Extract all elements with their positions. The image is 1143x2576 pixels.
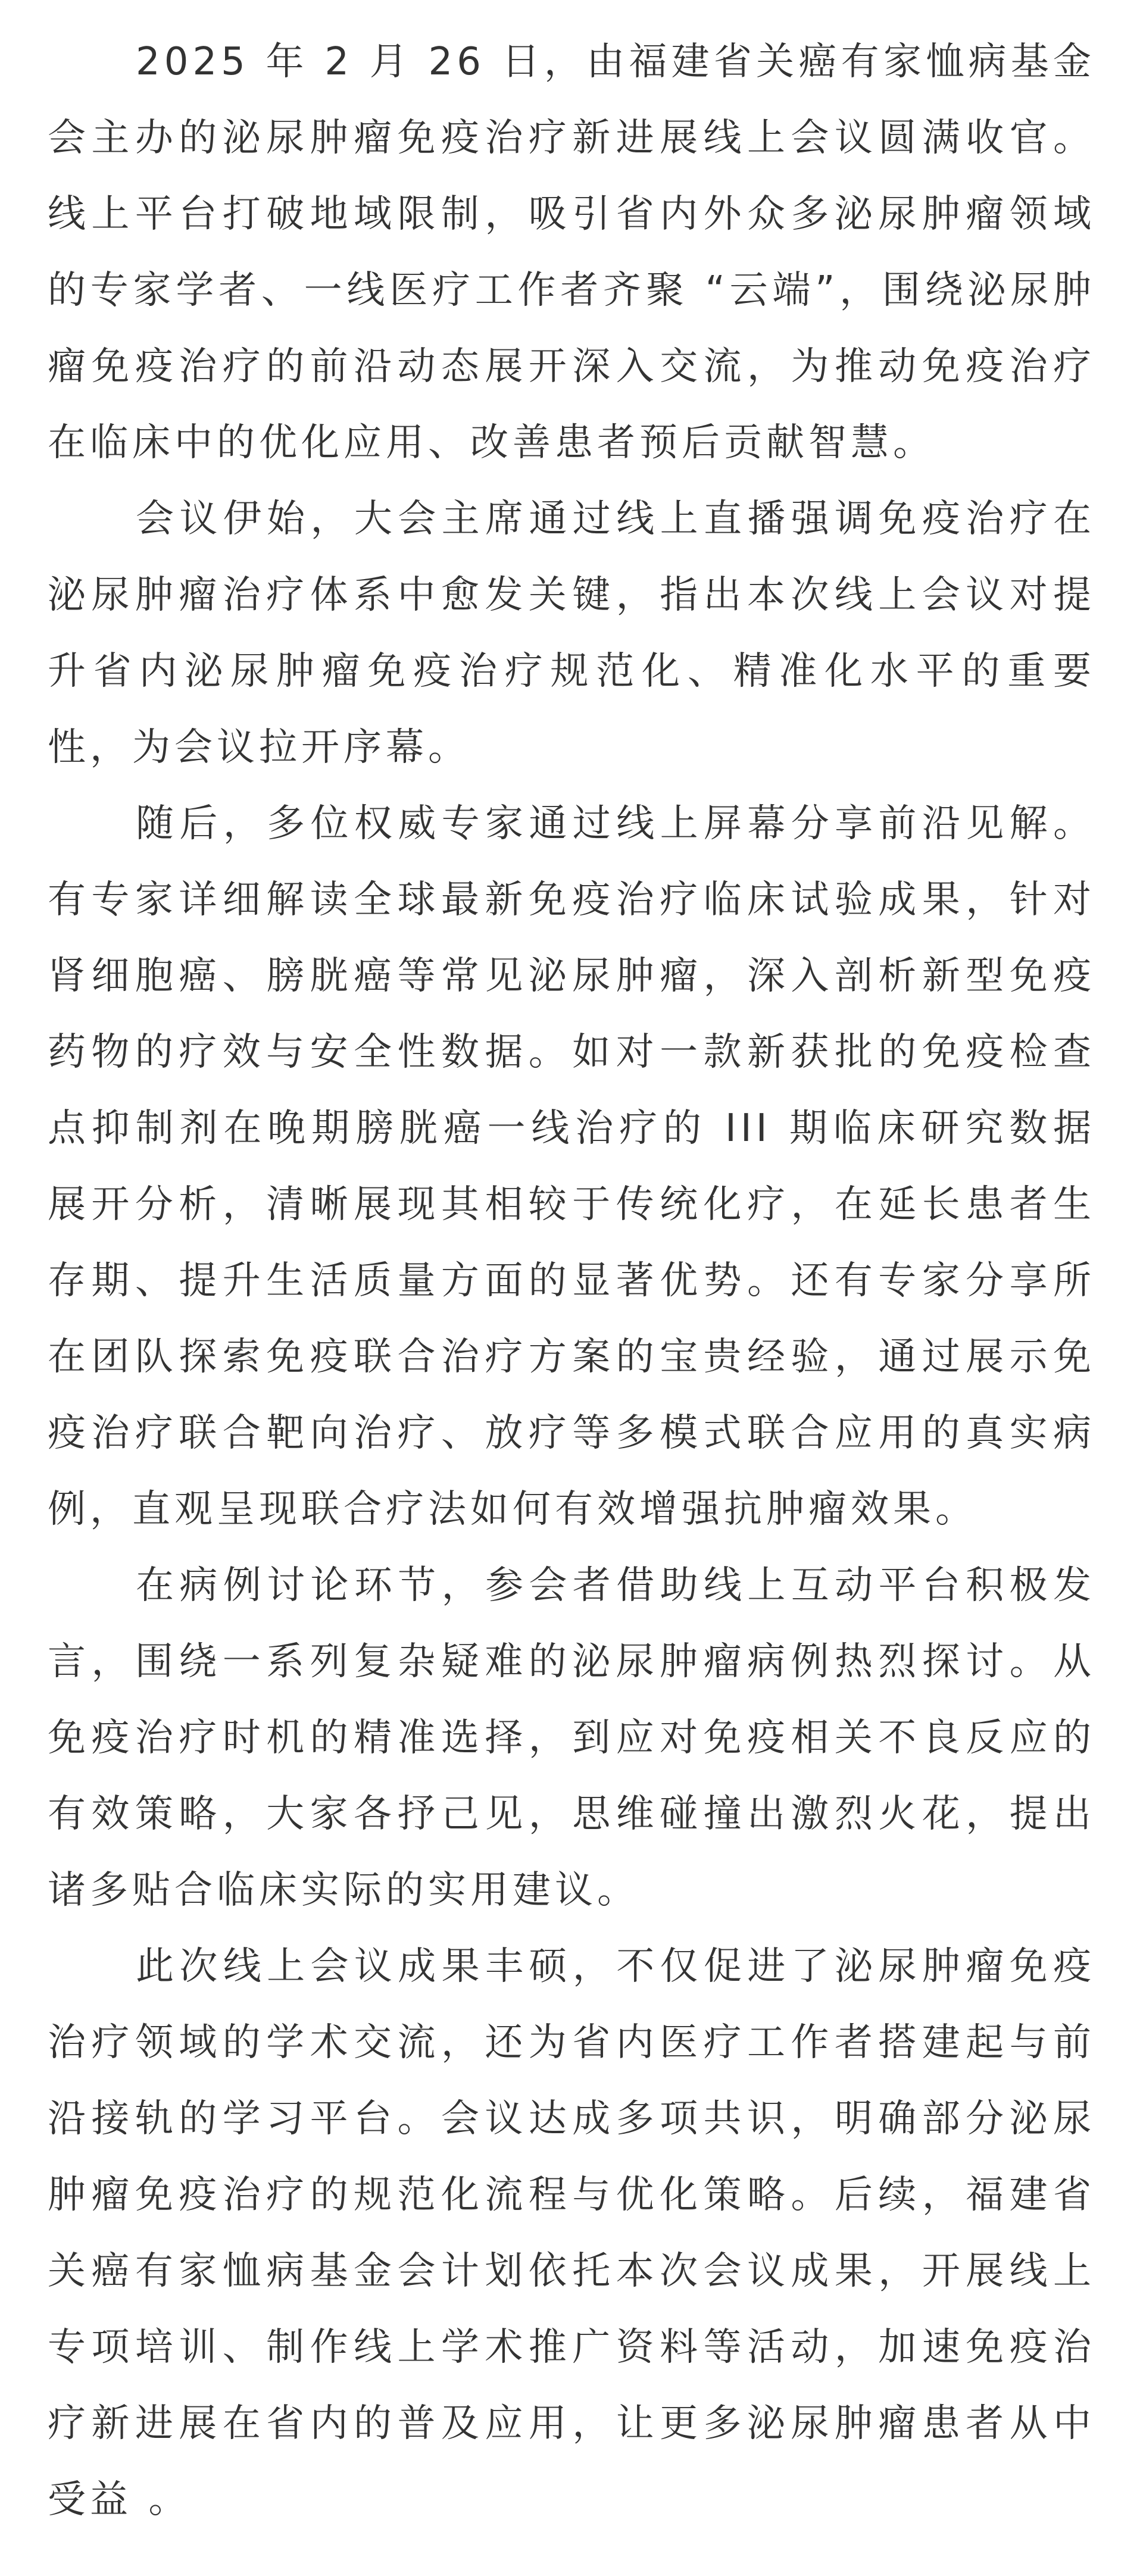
paragraph-intro: 2025 年 2 月 26 日，由福建省关癌有家恤病基金会主办的泌尿肿瘤免疫治疗新进展线上会议圆满收官。线上平台打破地域限制，吸引省内外众多泌尿肿瘤领域的专家学者、一线医疗工作者齐聚 “云端”，围绕泌尿肿瘤免疫治疗的前沿动态展开深入交流，为推动免疫治疗在临床中的优化应用、改善患者预后贡献智慧。 [48, 40, 1095, 465]
paragraph-expert-sharing: 随后，多位权威专家通过线上屏幕分享前沿见解。有专家详细解读全球最新免疫治疗临床试验成果，针对肾细胞癌、膀胱癌等常见泌尿肿瘤，深入剖析新型免疫药物的疗效与安全性数据。如对一款新获批的免疫检查点抑制剂在晚期膀胱癌一线治疗的 III 期临床研究数据展开分析，清晰展现其相较于传统化疗，在延长患者生存期、提升生活质量方面的显著优势。还有专家分享所在团队探索免疫联合治疗方案的宝贵经验，通过展示免疫治疗联合靶向治疗、放疗等多模式联合应用的真实病例，直观呈现联合疗法如何有效增强抗肿瘤效果。 [48, 802, 1095, 1531]
paragraph-opening: 会议伊始，大会主席通过线上直播强调免疫治疗在泌尿肿瘤治疗体系中愈发关键，指出本次线上会议对提升省内泌尿肿瘤免疫治疗规范化、精准化水平的重要性，为会议拉开序幕。 [48, 497, 1095, 770]
article-body [48, 24, 1095, 2538]
paragraph-conclusion: 此次线上会议成果丰硕，不仅促进了泌尿肿瘤免疫治疗领域的学术交流，还为省内医疗工作者搭建起与前沿接轨的学习平台。会议达成多项共识，明确部分泌尿肿瘤免疫治疗的规范化流程与优化策略。后续，福建省关癌有家恤病基金会计划依托本次会议成果，开展线上专项培训、制作线上学术推广资料等活动，加速免疫治疗新进展在省内的普及应用，让更多泌尿肿瘤患者从中受益 。 [48, 1944, 1095, 2522]
paragraph-case-discussion: 在病例讨论环节，参会者借助线上互动平台积极发言，围绕一系列复杂疑难的泌尿肿瘤病例热烈探讨。从免疫治疗时机的精准选择，到应对免疫相关不良反应的有效策略，大家各抒己见，思维碰撞出激烈火花，提出诸多贴合临床实际的实用建议。 [48, 1564, 1095, 1912]
